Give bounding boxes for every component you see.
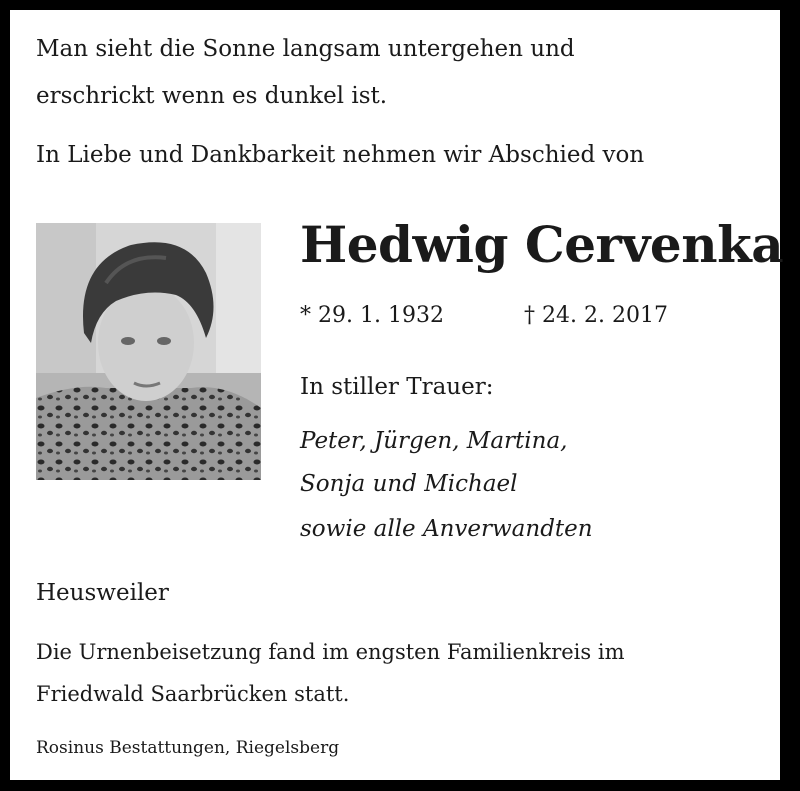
obituary-card — [10, 10, 784, 780]
birth-date: * 29. 1. 1932 — [300, 303, 444, 328]
verse-line-1: Man sieht die Sonne langsam untergehen und — [36, 36, 575, 62]
burial-line-1: Die Urnenbeisetzung fand im engsten Familienkreis im — [36, 640, 625, 664]
portrait-photo — [36, 223, 261, 480]
intro-text: In Liebe und Dankbarkeit nehmen wir Abschied von — [36, 142, 645, 168]
verse-line-2: erschrickt wenn es dunkel ist. — [36, 83, 388, 109]
undertaker-credit: Rosinus Bestattungen, Riegelsberg — [36, 738, 340, 758]
burial-line-2: Friedwald Saarbrücken statt. — [36, 682, 350, 706]
family-line: Peter, Jürgen, Martina, — [300, 428, 568, 454]
deceased-name: Hedwig Cervenka — [300, 215, 784, 274]
family-line: Sonja und Michael — [300, 471, 518, 497]
place-name: Heusweiler — [36, 580, 169, 606]
death-date: † 24. 2. 2017 — [524, 303, 668, 328]
family-line: sowie alle Anverwandten — [300, 516, 593, 542]
mourning-heading: In stiller Trauer: — [300, 374, 494, 400]
